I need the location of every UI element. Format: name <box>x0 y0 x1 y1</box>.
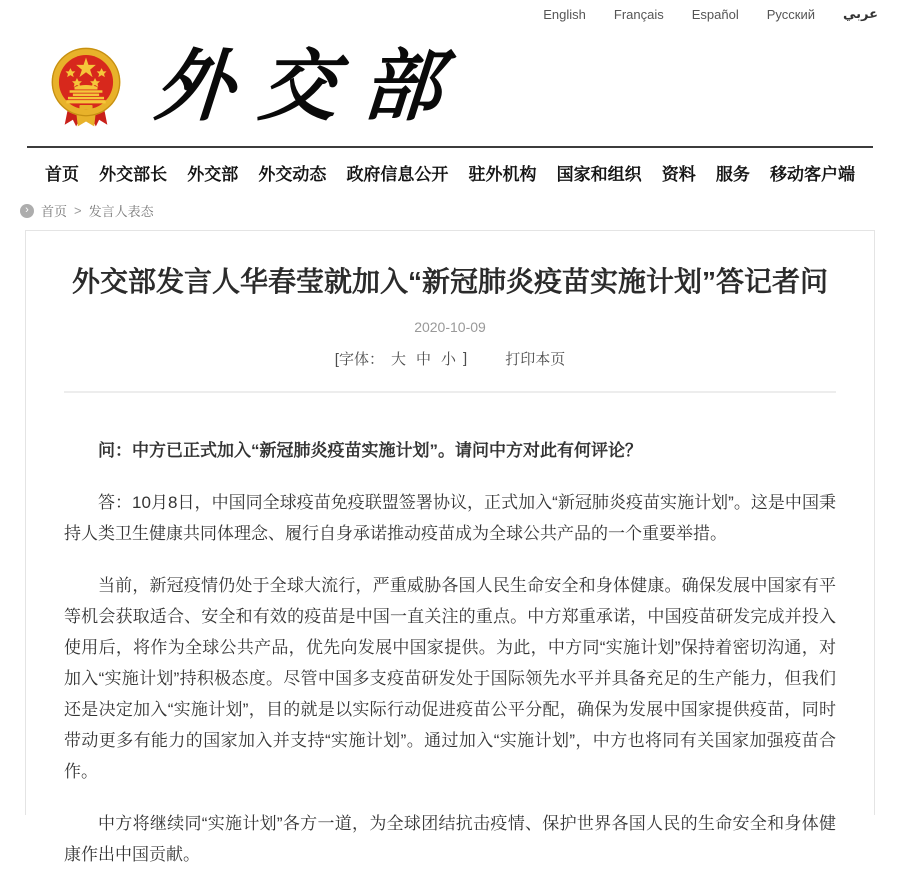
article-container <box>25 230 875 864</box>
nav-item-home[interactable]: 首页 <box>45 165 79 184</box>
nav-item-gov-info[interactable]: 政府信息公开 <box>346 165 449 184</box>
breadcrumb-separator: > <box>74 203 82 218</box>
print-page-button[interactable]: 打印本页 <box>505 351 566 368</box>
lang-spanish[interactable]: Español <box>691 6 739 22</box>
font-size-suffix: ] <box>463 350 468 367</box>
main-nav <box>27 146 873 195</box>
lang-english[interactable]: English <box>543 6 586 22</box>
nav-item-missions-abroad[interactable]: 驻外机构 <box>468 165 537 184</box>
china-national-emblem-icon <box>45 44 127 130</box>
nav-item-countries-orgs[interactable]: 国家和组织 <box>556 165 642 184</box>
breadcrumb-current: 发言人表态 <box>88 204 154 219</box>
lang-french[interactable]: Français <box>613 6 664 22</box>
article-title: 外交部发言人华春莹就加入“新冠肺炎疫苗实施计划”答记者问 <box>71 266 828 297</box>
paragraph-answer-1: 答：10月8日，中国同全球疫苗免疫联盟签署协议，正式加入“新冠肺炎疫苗实施计划”。这是中国秉持人类卫生健康共同体理念、履行自身承诺推动疫苗成为全球公共产品的一个重要举措。 <box>64 493 836 543</box>
font-size-small[interactable]: 小 <box>441 351 457 368</box>
nav-item-ministry[interactable]: 外交部 <box>187 165 239 184</box>
site-header <box>0 28 900 146</box>
font-size-medium[interactable]: 中 <box>415 351 431 368</box>
nav-item-services[interactable]: 服务 <box>715 165 750 184</box>
font-size-large[interactable]: 大 <box>390 351 406 368</box>
breadcrumb-home[interactable]: 首页 <box>41 204 68 219</box>
lang-arabic[interactable]: عربي <box>842 6 878 21</box>
lang-russian[interactable]: Русский <box>766 6 815 22</box>
breadcrumb <box>0 195 900 228</box>
paragraph-question: 问：中方已正式加入“新冠肺炎疫苗实施计划”。请问中方对此有何评论？ <box>98 441 642 460</box>
article-tools <box>64 348 836 369</box>
site-title-calligraphy: 外交部 <box>151 41 471 132</box>
language-bar <box>0 0 900 28</box>
nav-item-diplomatic-news[interactable]: 外交动态 <box>258 165 327 184</box>
nav-item-resources[interactable]: 资料 <box>661 165 696 184</box>
breadcrumb-arrow-icon: › <box>20 204 34 218</box>
nav-item-mobile-client[interactable]: 移动客户端 <box>769 165 855 184</box>
font-size-prefix: [字体： <box>334 351 384 368</box>
title-divider <box>64 391 836 393</box>
article-date: 2020-10-09 <box>414 319 486 335</box>
article-body <box>64 435 836 870</box>
nav-item-foreign-minister[interactable]: 外交部长 <box>99 165 168 184</box>
paragraph-answer-2: 当前，新冠疫情仍处于全球大流行，严重威胁各国人民生命安全和身体健康。确保发展中国家有平等机会获取适合、安全和有效的疫苗是中国一直关注的重点。中方郑重承诺，中国疫苗研发完成并投入使用后，将作为全球公共产品，优先向发展中国家提供。为此，中方同“实施计划”保持着密切沟通，对加入“实施计划”持积极态度。尽管中国多支疫苗研发处于国际领先水平并具备充足的生产能力，但我们还是决定加入“实施计划”，目的就是以实际行动促进疫苗公平分配，确保为发展中国家提供疫苗，同时带动更多有能力的国家加入并支持“实施计划”。通过加入“实施计划”，中方也将同有关国家加强疫苗合作。 <box>64 576 836 781</box>
paragraph-answer-3: 中方将继续同“实施计划”各方一道，为全球团结抗击疫情、保护世界各国人民的生命安全和身体健康作出中国贡献。 <box>64 814 836 864</box>
